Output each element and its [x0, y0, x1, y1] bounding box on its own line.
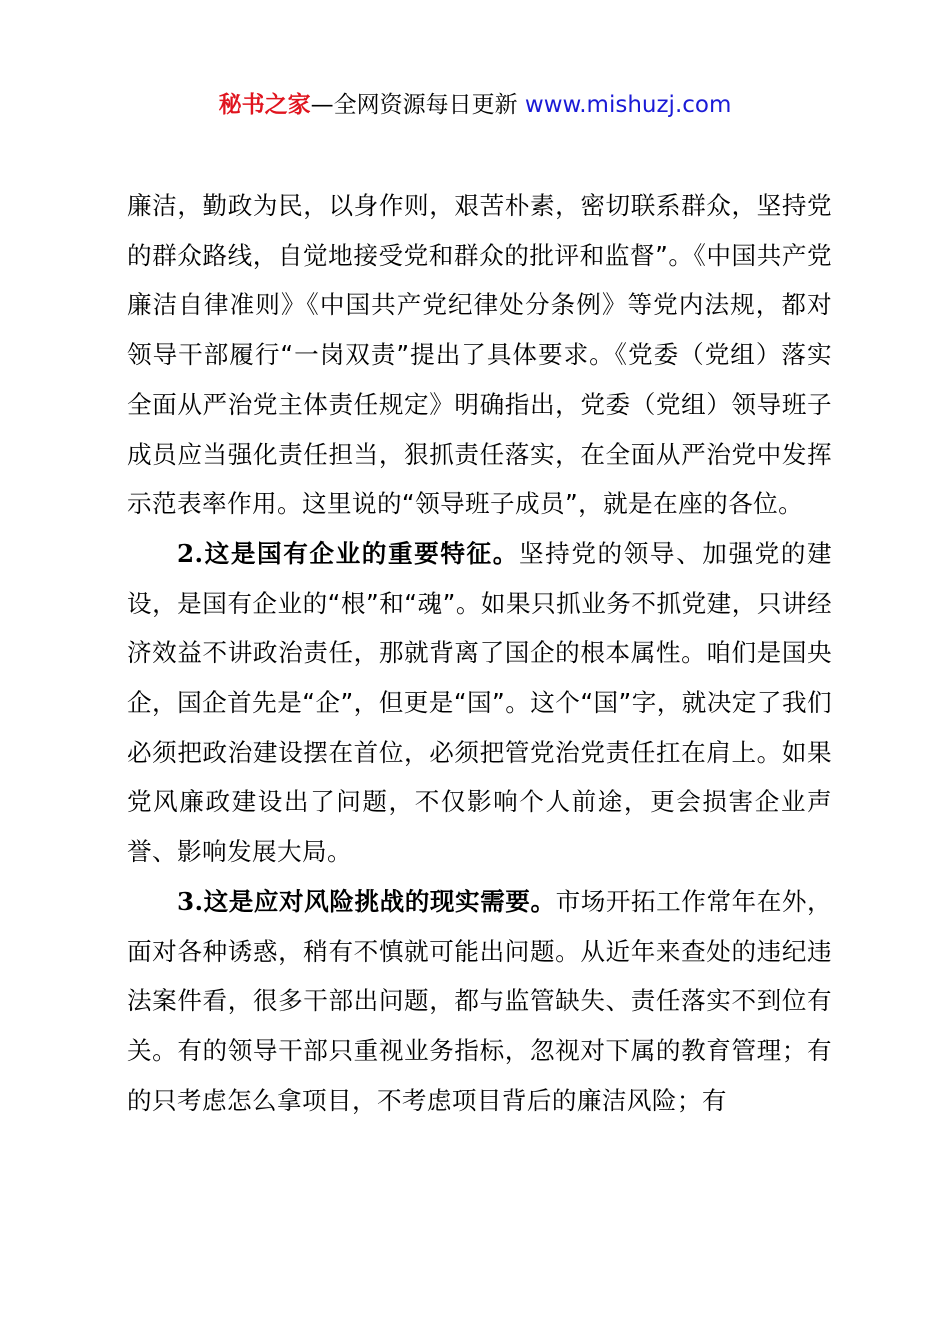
paragraph-text: 坚持党的领导、加强党的建设，是国有企业的“根”和“魂”。如果只抓业务不抓党建，只讲经济效益不讲政治责任，那就背离了国企的根本属性。咱们是国央企，国企首先是“企”，但更是“国”。这个“国”字，就决定了我们必须把政治建设摆在首位，必须把管党治党责任扛在肩上。如果党风廉政建设出了问题，不仅影响个人前途，更会损害企业声誉、影响发展大局。 — [127, 538, 832, 867]
paragraph-point-2 — [127, 529, 832, 877]
header-tagline: —全网资源每日更新 — [310, 92, 525, 118]
header-brand: 秘书之家 — [218, 92, 311, 118]
header-url[interactable]: www.mishuzj.com — [524, 92, 732, 118]
paragraph-text: 市场开拓工作常年在外，面对各种诱惑，稍有不慎就可能出问题。从近年来查处的违纪违法案件看，很多干部出问题，都与监管缺失、责任落实不到位有关。有的领导干部只重视业务指标，忽视对下属的教育管理；有的只考虑怎么拿项目，不考虑项目背后的廉洁风险；有 — [127, 886, 832, 1115]
paragraph-lead: 3.这是应对风险挑战的现实需要。 — [177, 886, 556, 916]
paragraph-text: 廉洁，勤政为民，以身作则，艰苦朴素，密切联系群众，坚持党的群众路线，自觉地接受党和群众的批评和监督”。《中国共产党廉洁自律准则》《中国共产党纪律处分条例》等党内法规，都对领导干部履行“一岗双责”提出了具体要求。《党委（党组）落实全面从严治党主体责任规定》明确指出，党委（党组）领导班子成员应当强化责任担当，狠抓责任落实，在全面从严治党中发挥示范表率作用。这里说的“领导班子成员”，就是在座的各位。 — [127, 191, 832, 519]
paragraph-continuation — [127, 181, 832, 529]
document-body — [127, 181, 832, 1125]
paragraph-point-3 — [127, 877, 832, 1126]
page-header — [0, 88, 950, 122]
paragraph-lead: 2.这是国有企业的重要特征。 — [177, 538, 519, 568]
